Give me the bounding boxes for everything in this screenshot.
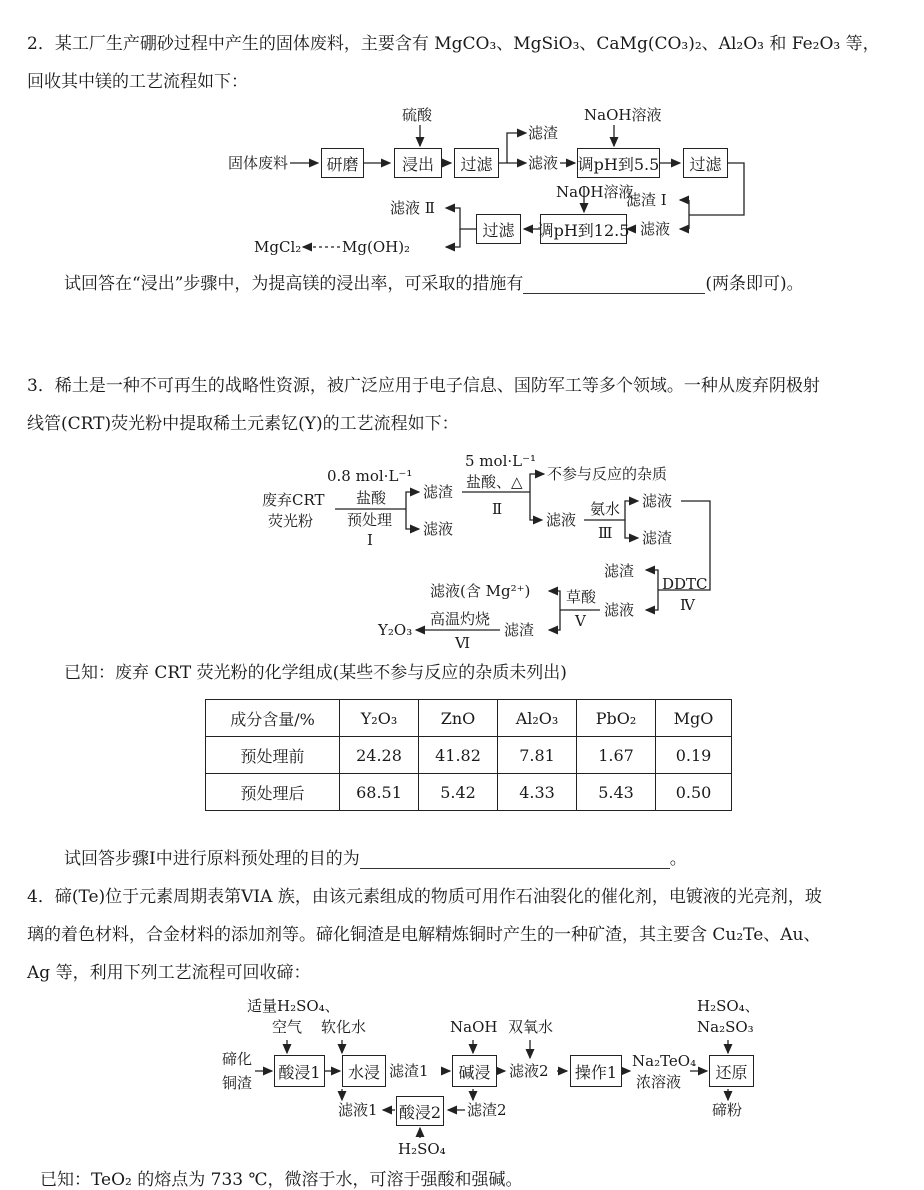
table-cell: 4.33	[498, 774, 577, 811]
q3-s4-num: Ⅳ	[680, 596, 695, 614]
table-cell: 0.19	[656, 737, 732, 774]
q2-mgcl2: MgCl₂	[254, 238, 302, 256]
q3-s3-residue: 滤渣	[642, 529, 673, 547]
q3-answer-blank[interactable]	[360, 868, 670, 869]
q2-box-grind: 研磨	[321, 148, 364, 178]
q4-residue-2: 滤渣2	[467, 1101, 507, 1119]
q2-box-filter-3: 过滤	[476, 214, 521, 244]
table-cell: 5.43	[577, 774, 656, 811]
q2-answer-blank[interactable]	[523, 293, 705, 294]
q4-box-water-leach: 水浸	[342, 1055, 386, 1087]
q4-filtrate-2: 滤液2	[509, 1062, 549, 1080]
q3-s2-num: Ⅱ	[492, 500, 503, 518]
table-cell: 1.67	[577, 737, 656, 774]
q4-filtrate-1: 滤液1	[338, 1101, 378, 1119]
q4-conc-solution-a: Na₂TeO₄	[632, 1052, 697, 1070]
table-cell: 5.42	[419, 774, 498, 811]
q3-s1-acid: 盐酸	[356, 489, 387, 507]
q4-known: 已知：TeO₂ 的熔点为 733 ℃，微溶于水，可溶于强酸和强碱。	[40, 1170, 523, 1190]
table-header: MgO	[656, 700, 732, 737]
q3-stem-line2: 线管(CRT)荧光粉中提取稀土元素钇(Y)的工艺流程如下：	[27, 414, 459, 434]
q2-stem-line2: 回收其中镁的工艺流程如下：	[27, 72, 248, 92]
table-cell: 预处理前	[206, 737, 340, 774]
q3-s3-num: Ⅲ	[598, 524, 613, 542]
table-header: PbO₂	[577, 700, 656, 737]
q3-product-y2o3: Y₂O₃	[378, 621, 413, 639]
q2-filtrate-b: 滤液	[640, 220, 671, 238]
q3-s2-concentration: 5 mol·L⁻¹	[465, 452, 537, 470]
q3-s2-acid: 盐酸、△	[466, 473, 523, 491]
q4-reagent-acid1-a: 适量H₂SO₄、	[247, 997, 340, 1015]
q3-s6-label: 高温灼烧	[430, 610, 491, 628]
q4-start-a: 碲化	[222, 1050, 253, 1068]
q3-s4-reagent: DDTC	[662, 575, 708, 593]
q4-reagent-naoh: NaOH	[450, 1018, 498, 1036]
q4-reagent-reduce-a: H₂SO₄、	[697, 997, 760, 1015]
table-header-row	[206, 700, 732, 737]
q4-product-tellurium-powder: 碲粉	[712, 1101, 743, 1119]
table-header: ZnO	[419, 700, 498, 737]
q3-known: 已知：废弃 CRT 荧光粉的化学组成(某些不参与反应的杂质未列出)	[64, 663, 567, 683]
table-row	[206, 774, 732, 811]
table-cell: 0.50	[656, 774, 732, 811]
q4-box-operation-1: 操作1	[570, 1055, 622, 1087]
table-cell: 68.51	[340, 774, 419, 811]
q4-box-alkali-leach: 碱浸	[452, 1055, 497, 1087]
q4-reagent-soft-water: 软化水	[321, 1018, 367, 1036]
q4-reagent-reduce-b: Na₂SO₃	[697, 1018, 754, 1036]
q3-start-a: 废弃CRT	[262, 491, 325, 509]
q2-box-filter-1: 过滤	[454, 148, 499, 178]
q3-s3-filtrate: 滤液	[642, 492, 673, 510]
q2-reagent-sulfuric-acid: 硫酸	[402, 106, 433, 124]
table-cell: 24.28	[340, 737, 419, 774]
table-header: Al₂O₃	[498, 700, 577, 737]
q3-s1-concentration: 0.8 mol·L⁻¹	[327, 467, 413, 485]
q3-s2-filtrate: 滤液	[546, 511, 577, 529]
q4-reagent-h2o2: 双氧水	[508, 1018, 554, 1036]
table-cell: 41.82	[419, 737, 498, 774]
q3-s1-num: Ⅰ	[367, 531, 373, 549]
composition-table	[205, 699, 732, 811]
q4-start-b: 铜渣	[222, 1074, 253, 1092]
q2-filtrate-2: 滤液 Ⅱ	[390, 199, 435, 217]
q3-s1-filtrate: 滤液	[423, 520, 454, 538]
q4-box-acid-leach-1: 酸浸1	[274, 1055, 325, 1087]
q3-s5-filtrate: 滤液(含 Mg²⁺)	[430, 582, 531, 600]
q4-conc-solution-b: 浓溶液	[636, 1073, 682, 1091]
q4-stem-line2: 璃的着色材料，合金材料的添加剂等。碲化铜渣是电解精炼铜时产生的一种矿渣，其主要含 Cu₂Te、Au、	[27, 925, 821, 945]
q2-filtrate: 滤液	[528, 154, 559, 172]
q4-reagent-acid2: H₂SO₄	[398, 1140, 446, 1158]
q4-box-acid-leach-2: 酸浸2	[396, 1096, 444, 1126]
q3-question: 试回答步骤Ⅰ中进行原料预处理的目的为 。	[64, 849, 687, 869]
q3-s1-residue: 滤渣	[423, 483, 454, 501]
q3-s5-residue: 滤渣	[504, 621, 535, 639]
q3-s5-num: Ⅴ	[575, 612, 586, 630]
q2-box-leach: 浸出	[394, 148, 442, 178]
q2-stem-line1: 2．某工厂生产硼砂过程中产生的固体废料，主要含有 MgCO₃、MgSiO₃、CaMg(CO₃)₂、Al₂O₃ 和 Fe₂O₃ 等，	[27, 34, 880, 54]
q2-residue: 滤渣	[528, 124, 559, 142]
q2-box-adjust-ph-5-5: 调pH到5.5	[577, 148, 660, 178]
q4-reagent-acid1-b: 空气	[272, 1018, 303, 1036]
q3-start-b: 荧光粉	[268, 512, 314, 530]
q3-s6-num: Ⅵ	[455, 634, 471, 652]
q2-mg-oh-2: Mg(OH)₂	[342, 238, 411, 256]
q2-start-solid-waste: 固体废料	[228, 154, 289, 172]
q4-residue-1: 滤渣1	[389, 1062, 429, 1080]
q3-stem-line1: 3．稀土是一种不可再生的战略性资源，被广泛应用于电子信息、国防军工等多个领域。一种从废弃阴极射	[27, 376, 820, 396]
q2-box-filter-2: 过滤	[683, 148, 728, 178]
q2-reagent-naoh-2: NaOH溶液	[556, 183, 634, 201]
q3-s3-reagent: 氨水	[590, 500, 621, 518]
q4-stem-line3: Ag 等，利用下列工艺流程可回收碲：	[27, 963, 311, 983]
q3-s5-reagent: 草酸	[566, 588, 597, 606]
table-header: 成分含量/%	[206, 700, 340, 737]
table-cell: 7.81	[498, 737, 577, 774]
q3-s2-impurity: 不参与反应的杂质	[547, 465, 668, 483]
q3-s4-filtrate: 滤液	[604, 601, 635, 619]
q2-reagent-naoh-1: NaOH溶液	[584, 106, 662, 124]
q3-s1-label: 预处理	[347, 511, 393, 529]
q2-residue-1: 滤渣 Ⅰ	[626, 191, 667, 209]
table-row	[206, 737, 732, 774]
table-header: Y₂O₃	[340, 700, 419, 737]
table-cell: 预处理后	[206, 774, 340, 811]
q2-question: 试回答在“浸出”步骤中，为提高镁的浸出率，可采取的措施有 (两条即可)。	[64, 274, 804, 294]
q4-box-reduce: 还原	[709, 1055, 754, 1087]
q4-stem-line1: 4．碲(Te)位于元素周期表第VIA 族，由该元素组成的物质可用作石油裂化的催化剂，电镀液的光亮剂，玻	[27, 887, 822, 907]
q3-s4-residue: 滤渣	[604, 562, 635, 580]
q2-box-adjust-ph-12-5: 调pH到12.5	[540, 214, 627, 244]
